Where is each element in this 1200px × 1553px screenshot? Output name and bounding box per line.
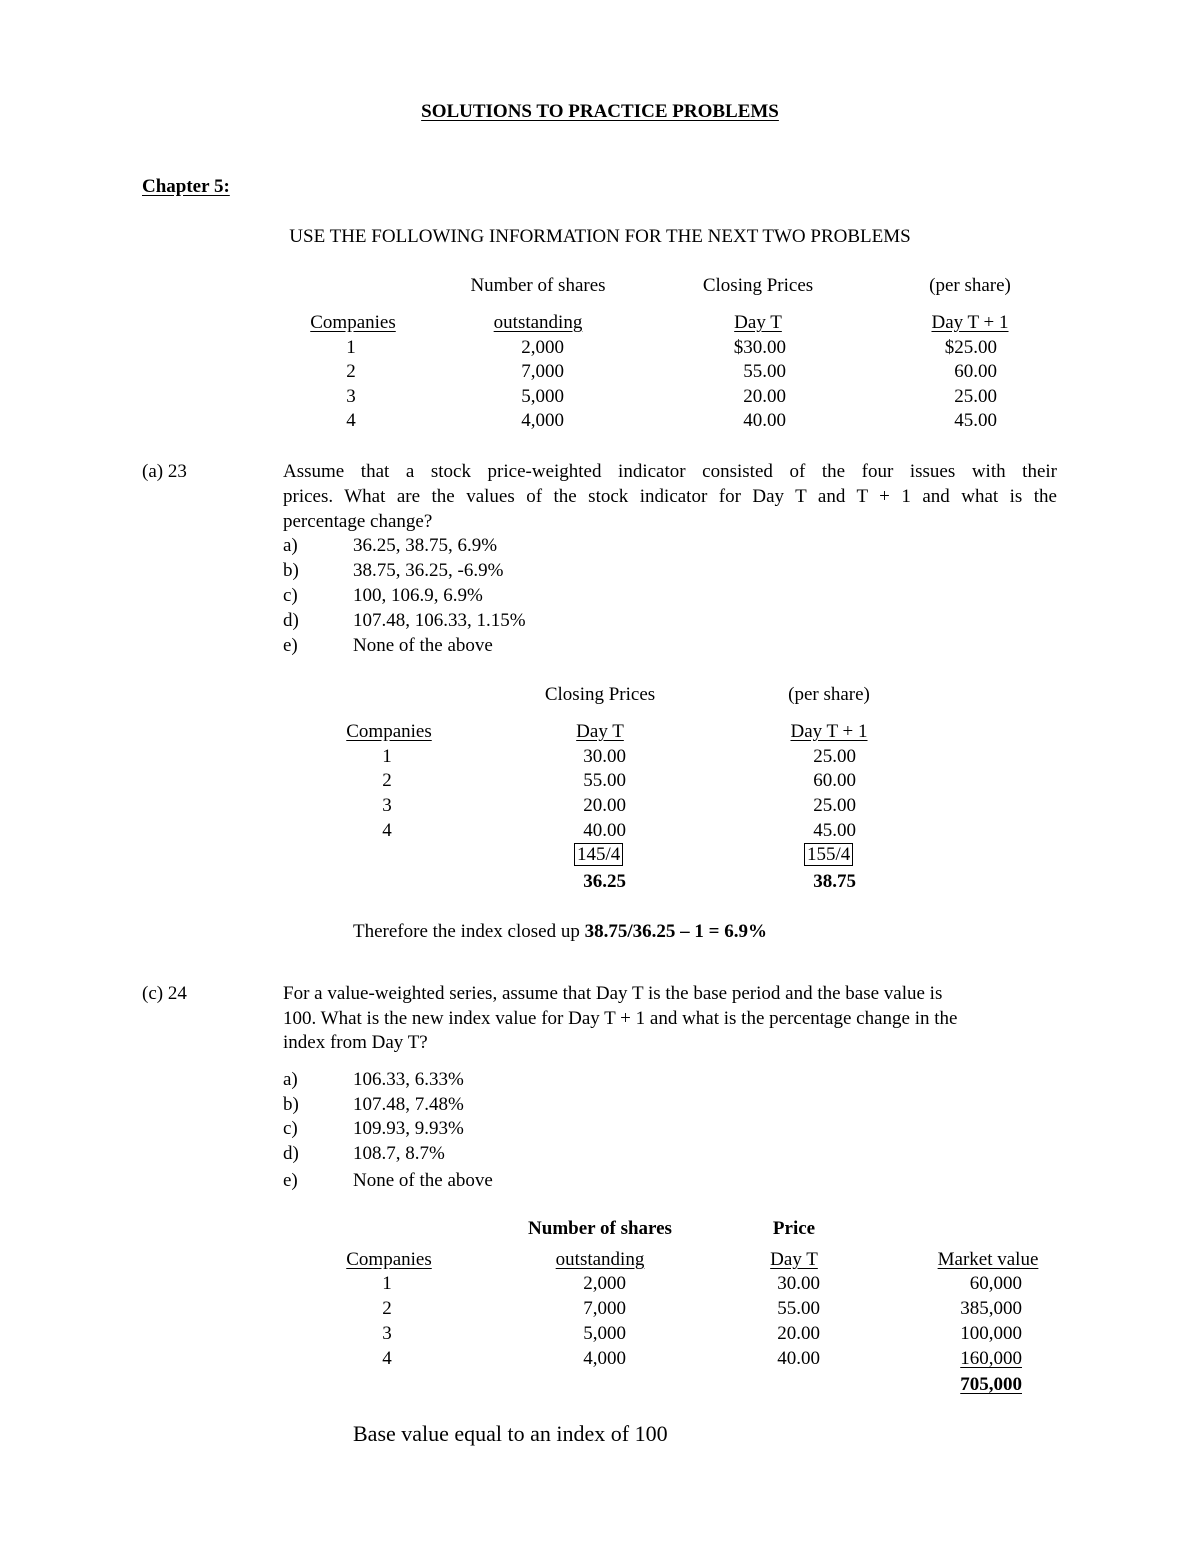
option-letter: c) [283,585,298,606]
table3-header-market-value: Market value [937,1249,1039,1270]
table-row-cell: 385,000 [960,1298,1022,1319]
sum-box-dayt1: 155/4 [804,843,853,866]
table-row-cell: 60.00 [813,770,856,791]
option-letter: d) [283,1143,299,1164]
option-text: 38.75, 36.25, -6.9% [353,560,504,581]
table-row-cell: 60.00 [954,361,997,382]
question-number: (a) 23 [142,461,187,482]
table-row-cell: 2 [382,770,392,791]
table-row-cell: 30.00 [777,1273,820,1294]
option-letter: a) [283,535,298,556]
table-row-cell: 100,000 [960,1323,1022,1344]
table3-header-companies: Companies [346,1249,432,1270]
table-row-cell: 40.00 [777,1348,820,1369]
option-text: 106.33, 6.33% [353,1069,464,1090]
conclusion-result: 38.75/36.25 – 1 = 6.9% [584,921,767,942]
table-row-cell: 55.00 [777,1298,820,1319]
page-title: SOLUTIONS TO PRACTICE PROBLEMS [421,101,779,122]
option-text: 109.93, 9.93% [353,1118,464,1139]
table1-header-dayt: Day T [734,312,782,333]
base-value-text: Base value equal to an index of 100 [353,1421,668,1446]
table2-header-top-pershare: (per share) [788,684,870,705]
table-row-cell: 160,000 [960,1348,1022,1369]
question-text-line: Assume that a stock price-weighted indicator consisted of the four issues with their [283,461,1057,482]
table-row-cell: 20.00 [743,386,786,407]
question-text-line: prices. What are the values of the stock indicator for Day T and T + 1 and what is the [283,486,1057,507]
table-row-cell: 2,000 [583,1273,626,1294]
table-row-cell: 7,000 [583,1298,626,1319]
table-row-cell: 4 [346,410,356,431]
table-row-cell: 3 [382,1323,392,1344]
conclusion-prefix: Therefore the index closed up [353,921,585,942]
question-text-line: For a value-weighted series, assume that Day T is the base period and the base value is [283,983,943,1004]
table1-header-companies: Companies [310,312,396,333]
table-row-cell: 2 [382,1298,392,1319]
table1-header-top-pershare: (per share) [929,275,1011,296]
table-row-cell: 30.00 [583,746,626,767]
option-text: None of the above [353,1170,493,1191]
option-letter: b) [283,1094,299,1115]
table3-header-dayt: Day T [770,1249,818,1270]
table-row-cell: 3 [346,386,356,407]
table-row-cell: 60,000 [969,1273,1022,1294]
table-row-cell: 20.00 [583,795,626,816]
table-row-cell: 40.00 [583,820,626,841]
table-row-cell: $30.00 [733,337,786,358]
option-text: 107.48, 106.33, 1.15% [353,610,526,631]
table-row-cell: 25.00 [813,746,856,767]
table-row-cell: 4,000 [521,410,564,431]
market-value-total: 705,000 [960,1374,1022,1395]
option-letter: c) [283,1118,298,1139]
option-letter: b) [283,560,299,581]
table-row-cell: 5,000 [583,1323,626,1344]
option-text: None of the above [353,635,493,656]
option-letter: d) [283,610,299,631]
instruction-text: USE THE FOLLOWING INFORMATION FOR THE NEXT TWO PROBLEMS [289,226,911,247]
table-row-cell: 1 [382,746,392,767]
option-text: 100, 106.9, 6.9% [353,585,483,606]
table-row-cell: 20.00 [777,1323,820,1344]
table-row-cell: 5,000 [521,386,564,407]
question-text-line: 100. What is the new index value for Day T + 1 and what is the percentage change in the [283,1008,958,1029]
option-letter: e) [283,1170,298,1191]
table2-header-dayt: Day T [576,721,624,742]
table-row-cell: 4 [382,820,392,841]
question-text-line: index from Day T? [283,1032,428,1053]
chapter-heading: Chapter 5: [142,176,230,197]
conclusion-text [353,922,767,941]
table-row-cell: 1 [382,1273,392,1294]
option-letter: a) [283,1069,298,1090]
table-row-cell: 55.00 [743,361,786,382]
question-text-line: percentage change? [283,511,433,532]
option-text: 36.25, 38.75, 6.9% [353,535,498,556]
table1-header-top-shares: Number of shares [470,275,606,296]
table3-header-top-shares: Number of shares [528,1218,672,1239]
table-row-cell: 2 [346,361,356,382]
table-row-cell: $25.00 [944,337,997,358]
option-letter: e) [283,635,298,656]
table-row-cell: 55.00 [583,770,626,791]
table1-header-dayt1: Day T + 1 [931,312,1009,333]
table2-header-dayt1: Day T + 1 [790,721,868,742]
option-text: 108.7, 8.7% [353,1143,445,1164]
table-row-cell: 2,000 [521,337,564,358]
table1-header-outstanding: outstanding [493,312,583,333]
table-row-cell: 3 [382,795,392,816]
total-dayt1: 38.75 [813,871,856,892]
sum-box-dayt: 145/4 [574,843,623,866]
table2-header-top-closing: Closing Prices [544,684,656,705]
table-row-cell: 4,000 [583,1348,626,1369]
table1-header-top-closing: Closing Prices [702,275,814,296]
table-row-cell: 7,000 [521,361,564,382]
table-row-cell: 45.00 [813,820,856,841]
table3-header-outstanding: outstanding [555,1249,645,1270]
table3-header-top-price: Price [772,1218,816,1239]
table-row-cell: 25.00 [954,386,997,407]
table-row-cell: 40.00 [743,410,786,431]
total-dayt: 36.25 [583,871,626,892]
table2-header-companies: Companies [346,721,432,742]
table-row-cell: 4 [382,1348,392,1369]
table-row-cell: 1 [346,337,356,358]
option-text: 107.48, 7.48% [353,1094,464,1115]
question-number: (c) 24 [142,983,187,1004]
table-row-cell: 45.00 [954,410,997,431]
table-row-cell: 25.00 [813,795,856,816]
